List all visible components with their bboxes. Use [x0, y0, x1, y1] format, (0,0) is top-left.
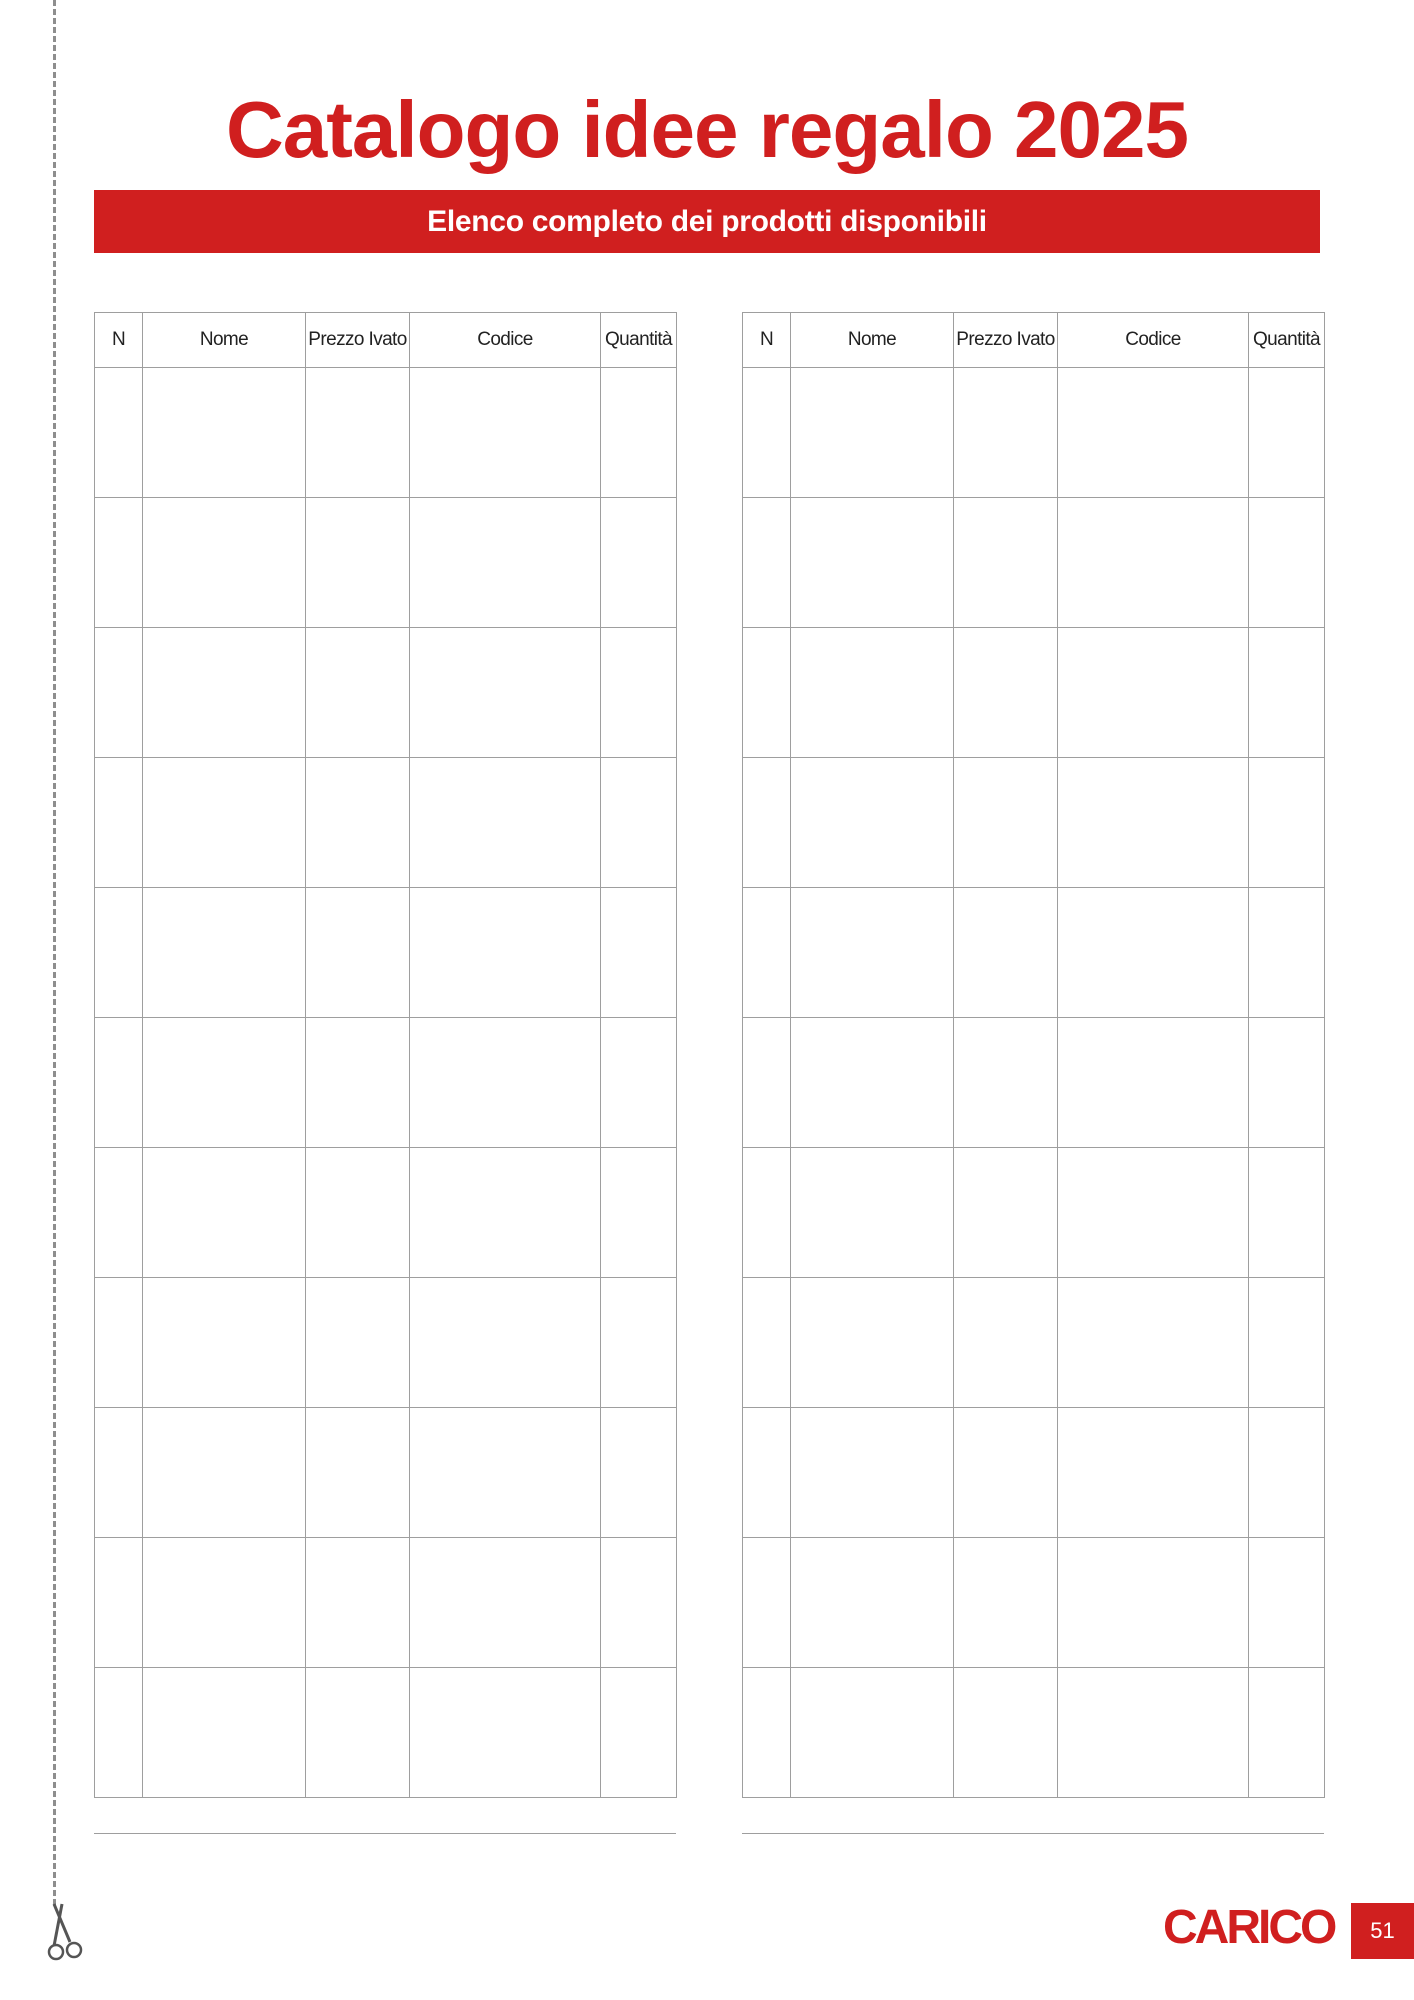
empty-entry-cell	[143, 758, 306, 888]
table-row	[743, 1018, 1325, 1148]
table-row	[743, 758, 1325, 888]
empty-entry-cell	[410, 498, 601, 628]
empty-entry-cell	[601, 368, 677, 498]
table-row	[95, 758, 677, 888]
empty-entry-cell	[143, 498, 306, 628]
empty-entry-cell	[410, 368, 601, 498]
empty-entry-cell	[95, 758, 143, 888]
subtitle-text: Elenco completo dei prodotti disponibili	[427, 204, 987, 238]
empty-entry-cell	[791, 888, 954, 1018]
empty-entry-cell	[1249, 1278, 1325, 1408]
empty-entry-cell	[743, 368, 791, 498]
empty-entry-cell	[143, 1018, 306, 1148]
empty-entry-cell	[1058, 758, 1249, 888]
empty-entry-cell	[1058, 1278, 1249, 1408]
empty-entry-cell	[1249, 368, 1325, 498]
empty-entry-cell	[143, 1408, 306, 1538]
empty-entry-cell	[410, 1408, 601, 1538]
empty-entry-cell	[791, 628, 954, 758]
empty-entry-cell	[1249, 498, 1325, 628]
empty-entry-cell	[601, 1018, 677, 1148]
empty-entry-cell	[954, 498, 1058, 628]
empty-entry-cell	[143, 628, 306, 758]
empty-entry-cell	[791, 1278, 954, 1408]
empty-entry-cell	[1058, 888, 1249, 1018]
table-header-row	[743, 313, 1325, 368]
empty-entry-cell	[791, 1018, 954, 1148]
empty-entry-cell	[791, 498, 954, 628]
empty-entry-cell	[791, 1668, 954, 1798]
empty-entry-cell	[954, 1538, 1058, 1668]
empty-entry-cell	[95, 1408, 143, 1538]
empty-entry-cell	[743, 888, 791, 1018]
table-row	[743, 498, 1325, 628]
empty-entry-cell	[743, 1278, 791, 1408]
empty-entry-cell	[791, 1408, 954, 1538]
empty-entry-cell	[743, 498, 791, 628]
empty-entry-cell	[601, 1278, 677, 1408]
empty-entry-cell	[1058, 1018, 1249, 1148]
table-row	[95, 1148, 677, 1278]
empty-entry-cell	[95, 498, 143, 628]
column-header-codice: Codice	[1058, 313, 1249, 368]
empty-entry-cell	[95, 1278, 143, 1408]
empty-entry-cell	[410, 1148, 601, 1278]
table-row	[95, 368, 677, 498]
table-row	[743, 1538, 1325, 1668]
empty-entry-cell	[1058, 628, 1249, 758]
empty-entry-cell	[143, 368, 306, 498]
table-row	[95, 1278, 677, 1408]
cut-guide-line	[53, 0, 56, 1905]
table-body	[95, 368, 677, 1798]
empty-entry-cell	[954, 758, 1058, 888]
empty-entry-cell	[954, 628, 1058, 758]
empty-entry-cell	[601, 888, 677, 1018]
empty-entry-cell	[791, 1148, 954, 1278]
empty-entry-cell	[1058, 1538, 1249, 1668]
table-row	[95, 1668, 677, 1798]
empty-entry-cell	[143, 1148, 306, 1278]
table-row	[95, 1018, 677, 1148]
order-table-left	[94, 312, 677, 1798]
empty-entry-cell	[306, 1018, 410, 1148]
empty-entry-cell	[95, 1538, 143, 1668]
scissors-icon	[44, 1902, 96, 1962]
empty-entry-cell	[601, 498, 677, 628]
table-row	[95, 628, 677, 758]
column-header-nome: Nome	[791, 313, 954, 368]
table-row	[743, 368, 1325, 498]
empty-entry-cell	[791, 1538, 954, 1668]
empty-entry-cell	[143, 1668, 306, 1798]
empty-entry-cell	[1058, 498, 1249, 628]
table-row	[743, 888, 1325, 1018]
empty-entry-cell	[306, 1278, 410, 1408]
empty-entry-cell	[954, 1668, 1058, 1798]
empty-entry-cell	[306, 1668, 410, 1798]
empty-entry-cell	[95, 368, 143, 498]
empty-entry-cell	[743, 1408, 791, 1538]
table-row	[95, 1408, 677, 1538]
table-row	[743, 1278, 1325, 1408]
empty-entry-cell	[95, 888, 143, 1018]
empty-entry-cell	[410, 1538, 601, 1668]
empty-entry-cell	[954, 1408, 1058, 1538]
column-header-n: N	[95, 313, 143, 368]
table-row	[743, 1148, 1325, 1278]
subtitle-banner	[94, 190, 1320, 253]
empty-entry-cell	[1058, 1668, 1249, 1798]
empty-entry-cell	[1249, 1538, 1325, 1668]
empty-entry-cell	[143, 1538, 306, 1668]
empty-entry-cell	[1249, 888, 1325, 1018]
table-body	[743, 368, 1325, 1798]
empty-entry-cell	[743, 1018, 791, 1148]
empty-entry-cell	[601, 1408, 677, 1538]
empty-entry-cell	[1249, 1148, 1325, 1278]
order-table-right	[742, 312, 1325, 1798]
table-header-row	[95, 313, 677, 368]
empty-entry-cell	[791, 368, 954, 498]
empty-entry-cell	[954, 368, 1058, 498]
empty-entry-cell	[743, 1148, 791, 1278]
table-row	[95, 1538, 677, 1668]
empty-entry-cell	[791, 758, 954, 888]
empty-entry-cell	[601, 1538, 677, 1668]
empty-entry-cell	[601, 1668, 677, 1798]
page-number-badge	[1351, 1903, 1414, 1959]
empty-entry-cell	[410, 1018, 601, 1148]
empty-entry-cell	[954, 888, 1058, 1018]
empty-entry-cell	[410, 1278, 601, 1408]
empty-entry-cell	[601, 628, 677, 758]
empty-entry-cell	[1058, 1148, 1249, 1278]
table-row	[743, 628, 1325, 758]
empty-entry-cell	[743, 1668, 791, 1798]
empty-entry-cell	[306, 1148, 410, 1278]
column-header-nome: Nome	[143, 313, 306, 368]
column-header-n: N	[743, 313, 791, 368]
brand-logo: CARICO	[1163, 1901, 1335, 1954]
table-row	[95, 888, 677, 1018]
empty-entry-cell	[601, 1148, 677, 1278]
column-header-prezzo: Prezzo Ivato	[954, 313, 1058, 368]
empty-entry-cell	[95, 628, 143, 758]
table-row	[743, 1408, 1325, 1538]
table-row	[743, 1668, 1325, 1798]
empty-entry-cell	[95, 1018, 143, 1148]
empty-entry-cell	[306, 628, 410, 758]
empty-entry-cell	[143, 1278, 306, 1408]
empty-entry-cell	[954, 1278, 1058, 1408]
empty-entry-cell	[306, 888, 410, 1018]
column-header-codice: Codice	[410, 313, 601, 368]
empty-entry-cell	[954, 1148, 1058, 1278]
empty-entry-cell	[306, 498, 410, 628]
footer-rule-left	[94, 1833, 676, 1834]
empty-entry-cell	[1249, 758, 1325, 888]
empty-entry-cell	[410, 758, 601, 888]
empty-entry-cell	[743, 758, 791, 888]
empty-entry-cell	[143, 888, 306, 1018]
empty-entry-cell	[743, 628, 791, 758]
empty-entry-cell	[743, 1538, 791, 1668]
empty-entry-cell	[306, 1538, 410, 1668]
table-row	[95, 498, 677, 628]
empty-entry-cell	[410, 1668, 601, 1798]
footer-rule-right	[742, 1833, 1324, 1834]
column-header-prezzo: Prezzo Ivato	[306, 313, 410, 368]
empty-entry-cell	[1058, 368, 1249, 498]
empty-entry-cell	[306, 758, 410, 888]
empty-entry-cell	[410, 628, 601, 758]
empty-entry-cell	[954, 1018, 1058, 1148]
column-header-quantita: Quantità	[601, 313, 677, 368]
empty-entry-cell	[95, 1148, 143, 1278]
empty-entry-cell	[410, 888, 601, 1018]
empty-entry-cell	[1058, 1408, 1249, 1538]
empty-entry-cell	[1249, 1408, 1325, 1538]
empty-entry-cell	[1249, 1668, 1325, 1798]
empty-entry-cell	[601, 758, 677, 888]
empty-entry-cell	[95, 1668, 143, 1798]
empty-entry-cell	[306, 1408, 410, 1538]
empty-entry-cell	[1249, 1018, 1325, 1148]
page-title: Catalogo idee regalo 2025	[225, 85, 1189, 174]
page-number: 51	[1370, 1918, 1395, 1943]
empty-entry-cell	[306, 368, 410, 498]
empty-entry-cell	[1249, 628, 1325, 758]
column-header-quantita: Quantità	[1249, 313, 1325, 368]
